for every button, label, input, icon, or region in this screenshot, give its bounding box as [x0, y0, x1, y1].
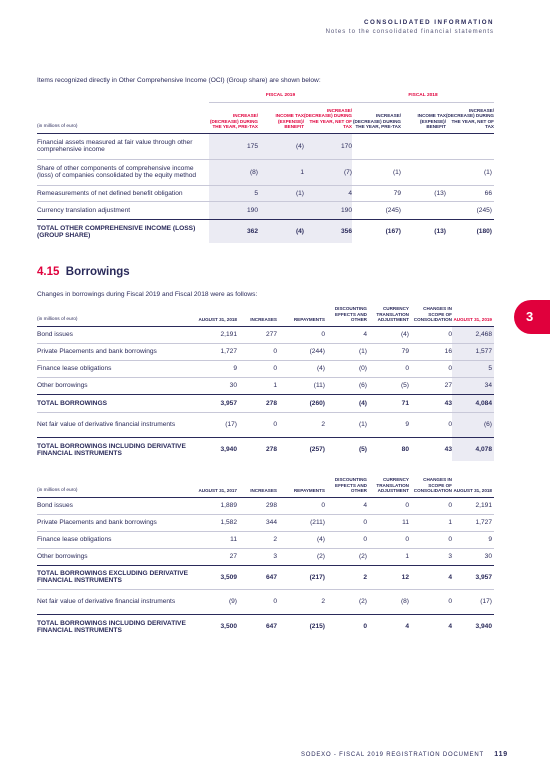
cell-value: 647 — [237, 565, 277, 589]
cell-value: 0 — [237, 412, 277, 437]
cell-value: 0 — [237, 343, 277, 360]
cell-value: 30 — [452, 548, 494, 565]
cell-value: 1,727 — [195, 343, 237, 360]
cell-value: (6) — [452, 412, 494, 437]
header-subtitle: Notes to the consolidated financial statements — [325, 29, 494, 35]
cell-value: 298 — [237, 497, 277, 514]
cell-value: 0 — [409, 589, 452, 614]
cell-value: (1) — [325, 412, 367, 437]
cell-value: (6) — [325, 377, 367, 394]
row-label: Finance lease obligations — [37, 360, 195, 377]
cell-value: (1) — [352, 159, 401, 185]
cell-value: 43 — [409, 394, 452, 412]
cell-value: 4 — [325, 497, 367, 514]
row-label: Bond issues — [37, 326, 195, 343]
cell-value: 3,957 — [452, 565, 494, 589]
cell-value — [258, 201, 304, 219]
subtotal-row — [37, 565, 494, 589]
cell-value: 27 — [409, 377, 452, 394]
cell-value: 0 — [409, 326, 452, 343]
cell-value: 190 — [304, 201, 352, 219]
cell-value: 1,582 — [195, 514, 237, 531]
column-header: AUGUST 31, 2018 — [452, 477, 494, 497]
cell-value: 1,577 — [452, 343, 494, 360]
row-label: Private Placements and bank borrowings — [37, 514, 195, 531]
cell-value: (8) — [209, 159, 258, 185]
cell-value: 0 — [409, 360, 452, 377]
table-row — [37, 326, 494, 343]
row-label: Currency translation adjustment — [37, 201, 209, 219]
cell-value: 0 — [409, 497, 452, 514]
cell-value: 3,940 — [195, 437, 237, 461]
column-header: REPAYMENTS — [277, 477, 325, 497]
cell-value: 0 — [367, 497, 409, 514]
oci-intro: Items recognized directly in Other Comprehensive Income (OCI) (Group share) are shown below: — [37, 77, 321, 84]
cell-value: 9 — [452, 531, 494, 548]
table-row — [37, 360, 494, 377]
cell-value: 0 — [409, 531, 452, 548]
cell-value: (4) — [258, 133, 304, 159]
cell-value: (2) — [325, 589, 367, 614]
cell-value: 2 — [277, 412, 325, 437]
cell-value: (244) — [277, 343, 325, 360]
borrowings-2019-table — [37, 306, 494, 461]
cell-value: 4 — [367, 614, 409, 638]
footer-text: SODEXO - FISCAL 2019 REGISTRATION DOCUMENT — [300, 752, 484, 758]
cell-value: (2) — [325, 548, 367, 565]
cell-value: (17) — [195, 412, 237, 437]
cell-value: 9 — [367, 412, 409, 437]
cell-value: (17) — [452, 589, 494, 614]
cell-value: (4) — [277, 531, 325, 548]
table-row — [37, 201, 494, 219]
cell-value: (1) — [258, 185, 304, 201]
total-row — [37, 437, 494, 461]
column-header: CURRENCY TRANSLATION ADJUSTMENT — [367, 306, 409, 326]
cell-value: 4 — [409, 614, 452, 638]
table-row — [37, 377, 494, 394]
fiscal-2018-group: FISCAL 2018 — [352, 93, 494, 108]
table-row — [37, 185, 494, 201]
running-header — [326, 19, 494, 35]
cell-value: 4 — [325, 326, 367, 343]
cell-value: (217) — [277, 565, 325, 589]
row-label: Remeasurements of net defined benefit obligation — [37, 185, 209, 201]
cell-value: 80 — [367, 437, 409, 461]
column-header: INCREASES — [237, 477, 277, 497]
cell-value: 4 — [304, 185, 352, 201]
cell-value: 2 — [325, 565, 367, 589]
cell-value: 3 — [409, 548, 452, 565]
row-label: Net fair value of derivative financial instruments — [37, 589, 195, 614]
cell-value: (1) — [446, 159, 494, 185]
cell-value: 9 — [195, 360, 237, 377]
cell-value: 1 — [367, 548, 409, 565]
chapter-tab — [514, 300, 550, 334]
cell-value: 34 — [452, 377, 494, 394]
cell-value: (4) — [325, 394, 367, 412]
cell-value: 1,889 — [195, 497, 237, 514]
cell-value: (13) — [401, 219, 446, 243]
table-row — [37, 412, 494, 437]
cell-value: 2,191 — [195, 326, 237, 343]
row-label: TOTAL BORROWINGS INCLUDING DERIVATIVE FINANCIAL INSTRUMENTS — [37, 437, 195, 461]
column-header: AUGUST 31, 2019 — [452, 306, 494, 326]
page-number: 119 — [494, 751, 508, 758]
section-title: Borrowings — [65, 266, 130, 278]
cell-value: 11 — [367, 514, 409, 531]
cell-value: 3 — [237, 548, 277, 565]
cell-value: 2 — [277, 589, 325, 614]
units-label: (in millions of euro) — [37, 108, 209, 134]
cell-value: 1 — [258, 159, 304, 185]
cell-value: 2 — [237, 531, 277, 548]
section-heading — [37, 266, 130, 278]
cell-value: 2,468 — [452, 326, 494, 343]
table-row — [37, 589, 494, 614]
cell-value: 3,509 — [195, 565, 237, 589]
subtotal-row — [37, 394, 494, 412]
table-row — [37, 133, 494, 159]
cell-value: 0 — [277, 326, 325, 343]
total-row — [37, 219, 494, 243]
cell-value: 362 — [209, 219, 258, 243]
cell-value: 4,078 — [452, 437, 494, 461]
units-label: (in millions of euro) — [37, 306, 195, 326]
cell-value — [352, 133, 401, 159]
cell-value: 1 — [409, 514, 452, 531]
cell-value: 1 — [237, 377, 277, 394]
cell-value: (257) — [277, 437, 325, 461]
cell-value: (167) — [352, 219, 401, 243]
column-header: DISCOUNTING EFFECTS AND OTHER — [325, 477, 367, 497]
row-label: Finance lease obligations — [37, 531, 195, 548]
cell-value: (211) — [277, 514, 325, 531]
cell-value — [401, 159, 446, 185]
column-header: AUGUST 31, 2017 — [195, 477, 237, 497]
cell-value — [401, 201, 446, 219]
row-label: Other borrowings — [37, 548, 195, 565]
column-header: CHANGES IN SCOPE OF CONSOLIDATION — [409, 477, 452, 497]
cell-value: (11) — [277, 377, 325, 394]
cell-value: 0 — [237, 360, 277, 377]
cell-value: 27 — [195, 548, 237, 565]
cell-value: 0 — [367, 360, 409, 377]
column-header: INCREASE/ (DECREASE) DURING THE YEAR, PRE-TAX — [209, 108, 258, 134]
column-header: INCREASE/ (DECREASE) DURING THE YEAR, NET OF TAX — [446, 108, 494, 134]
cell-value: 0 — [367, 531, 409, 548]
cell-value: 0 — [277, 497, 325, 514]
section-number: 4.15 — [37, 266, 60, 278]
cell-value: 30 — [195, 377, 237, 394]
cell-value: (260) — [277, 394, 325, 412]
column-header: DISCOUNTING EFFECTS AND OTHER — [325, 306, 367, 326]
cell-value: 0 — [237, 589, 277, 614]
row-label: TOTAL OTHER COMPREHENSIVE INCOME (LOSS) (GROUP SHARE) — [37, 219, 209, 243]
row-label: TOTAL BORROWINGS EXCLUDING DERIVATIVE FINANCIAL INSTRUMENTS — [37, 565, 195, 589]
borrowings-2018-table — [37, 477, 494, 638]
table-row — [37, 531, 494, 548]
fiscal-2019-group: FISCAL 2019 — [209, 93, 352, 108]
cell-value: 278 — [237, 437, 277, 461]
units-label: (in millions of euro) — [37, 477, 195, 497]
cell-value: 5 — [452, 360, 494, 377]
cell-value: 43 — [409, 437, 452, 461]
cell-value: (4) — [277, 360, 325, 377]
row-label: Financial assets measured at fair value through other comprehensive income — [37, 133, 209, 159]
cell-value: (245) — [352, 201, 401, 219]
cell-value: 5 — [209, 185, 258, 201]
chapter-number: 3 — [526, 309, 534, 324]
cell-value: (5) — [325, 437, 367, 461]
cell-value: (180) — [446, 219, 494, 243]
cell-value: 16 — [409, 343, 452, 360]
cell-value: (9) — [195, 589, 237, 614]
header-title: CONSOLIDATED INFORMATION — [364, 19, 494, 26]
cell-value: (245) — [446, 201, 494, 219]
cell-value: 647 — [237, 614, 277, 638]
cell-value: 71 — [367, 394, 409, 412]
row-label: TOTAL BORROWINGS INCLUDING DERIVATIVE FINANCIAL INSTRUMENTS — [37, 614, 195, 638]
cell-value — [401, 133, 446, 159]
cell-value: 344 — [237, 514, 277, 531]
cell-value: (4) — [258, 219, 304, 243]
cell-value: 0 — [325, 514, 367, 531]
column-header: AUGUST 31, 2018 — [195, 306, 237, 326]
cell-value: 79 — [352, 185, 401, 201]
cell-value: 278 — [237, 394, 277, 412]
row-label: Bond issues — [37, 497, 195, 514]
cell-value: 0 — [325, 531, 367, 548]
borrowings-intro: Changes in borrowings during Fiscal 2019 and Fiscal 2018 were as follows: — [37, 291, 258, 298]
cell-value: (7) — [304, 159, 352, 185]
cell-value: 170 — [304, 133, 352, 159]
cell-value: 277 — [237, 326, 277, 343]
cell-value: (5) — [367, 377, 409, 394]
cell-value — [446, 133, 494, 159]
cell-value: 4 — [409, 565, 452, 589]
table-row — [37, 514, 494, 531]
cell-value: (0) — [325, 360, 367, 377]
column-header: INCREASE/ (DECREASE) DURING THE YEAR, NET OF TAX — [304, 108, 352, 134]
oci-table — [37, 93, 494, 243]
cell-value: 0 — [409, 412, 452, 437]
column-header: INCREASES — [237, 306, 277, 326]
cell-value: (13) — [401, 185, 446, 201]
cell-value: 79 — [367, 343, 409, 360]
column-header: CURRENCY TRANSLATION ADJUSTMENT — [367, 477, 409, 497]
cell-value: (1) — [325, 343, 367, 360]
cell-value: (2) — [277, 548, 325, 565]
cell-value: 3,957 — [195, 394, 237, 412]
table-row — [37, 497, 494, 514]
cell-value: 12 — [367, 565, 409, 589]
cell-value: 3,500 — [195, 614, 237, 638]
row-label: Other borrowings — [37, 377, 195, 394]
cell-value: (215) — [277, 614, 325, 638]
cell-value: 175 — [209, 133, 258, 159]
cell-value: 356 — [304, 219, 352, 243]
column-header: INCREASE/ (DECREASE) DURING THE YEAR, PRE-TAX — [352, 108, 401, 134]
total-row — [37, 614, 494, 638]
table-row — [37, 159, 494, 185]
row-label: Private Placements and bank borrowings — [37, 343, 195, 360]
row-label: Net fair value of derivative financial instruments — [37, 412, 195, 437]
cell-value: (8) — [367, 589, 409, 614]
cell-value: 0 — [325, 614, 367, 638]
cell-value: 3,940 — [452, 614, 494, 638]
row-label: TOTAL BORROWINGS — [37, 394, 195, 412]
table-row — [37, 548, 494, 565]
cell-value: 190 — [209, 201, 258, 219]
cell-value: 2,191 — [452, 497, 494, 514]
cell-value: (4) — [367, 326, 409, 343]
cell-value: 4,084 — [452, 394, 494, 412]
table-row — [37, 343, 494, 360]
column-header: CHANGES IN SCOPE OF CONSOLIDATION — [409, 306, 452, 326]
column-header: REPAYMENTS — [277, 306, 325, 326]
column-header: INCOME TAX (EXPENSE)/ BENEFIT — [258, 108, 304, 134]
page-footer — [301, 751, 508, 758]
cell-value: 1,727 — [452, 514, 494, 531]
column-header: INCOME TAX (EXPENSE)/ BENEFIT — [401, 108, 446, 134]
cell-value: 11 — [195, 531, 237, 548]
cell-value: 66 — [446, 185, 494, 201]
row-label: Share of other components of comprehensive income (loss) of companies consolidated by the equity method — [37, 159, 209, 185]
